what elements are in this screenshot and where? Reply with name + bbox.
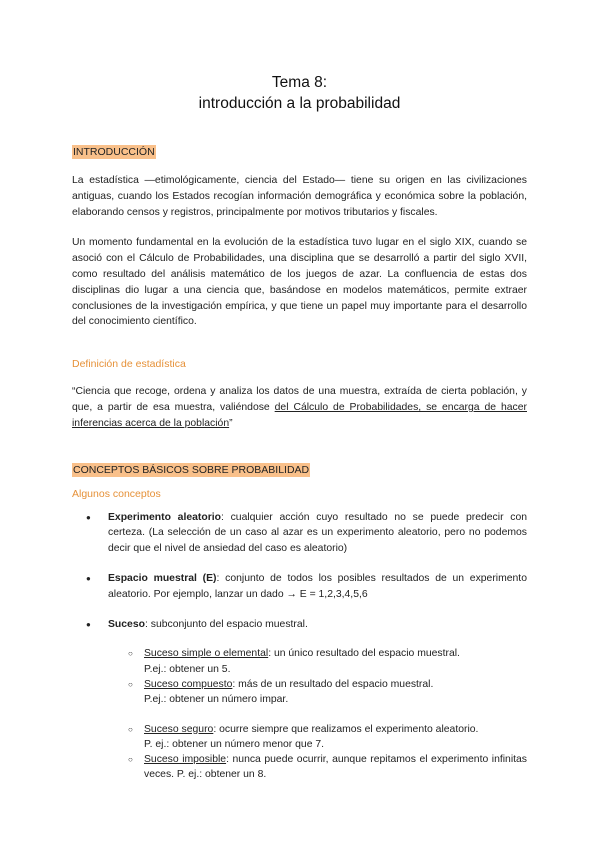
subheading-algunos-conceptos: Algunos conceptos [72,487,161,500]
term-suceso: Suceso [108,618,145,630]
quote-underlined: del Cálculo de Probabilidades, se encarga de hacer inferencias acerca de la población [72,401,527,429]
term-espacio: Espacio muestral (E) [108,572,217,584]
list-item-espacio [72,571,527,603]
term-imposible: Suceso imposible [144,754,227,766]
list-item-simple [72,646,527,677]
term-experimento: Experimento aleatorio [108,511,221,523]
quote-main: “Ciencia que recoge, ordena y analiza los datos de una muestra, extraída de cierta población, y que, a partir de esa muestra, valiéndose [72,386,527,413]
list-item-compuesto [72,677,527,708]
term-compuesto: Suceso compuesto [144,678,233,690]
example-simple: P.ej.: obtener un 5. [144,663,231,675]
intro-paragraph-2: Un momento fundamental en la evolución de la estadística tuvo lugar en el siglo XIX, cuando se asoció con el Cálculo de Probabilidades, una disciplina que se desarrolló a partir del siglo XVII, como resultado del análisis matemático de los juegos de azar. La confluencia de estas dos disciplinas dio lugar a una ciencia que, basándose en modelos matemáticos, permite extraer conclusiones de la investigación empírica, y que tiene un papel muy importante para el desarrollo del conocimiento científico. [72,237,527,328]
text-seguro: : ocurre siempre que realizamos el experimento aleatorio. [213,723,479,735]
term-seguro: Suceso seguro [144,723,214,735]
term-simple: Suceso simple o elemental [144,648,269,660]
page-title [72,72,527,114]
list-item-experimento [72,510,527,557]
list-item-suceso [72,617,527,633]
definition-quote [72,384,527,431]
document-page [72,72,527,783]
text-suceso: : subconjunto del espacio muestral. [144,618,308,630]
list-item-imposible [72,752,527,783]
text-experimento: : cualquier acción cuyo resultado no se puede predecir con certeza. (La selección de un caso al azar es un experimento aleatorio, pero no podemos decir que el nivel de ansiedad del caso es aleatorio) [108,511,528,555]
concept-list [72,510,527,633]
text-imposible: : nunca puede ocurrir, aunque repitamos el experimento infinitas veces. P. ej.: obtener un 8. [144,754,528,781]
suceso-types-list [72,646,527,782]
list-item-seguro [72,722,527,753]
text-simple: : un único resultado del espacio muestral. [268,648,460,660]
intro-paragraph-1: La estadística —etimológicamente, ciencia del Estado— tiene su origen en las civilizaciones antiguas, cuando los Estados recogían información demográfica y económica sobre la población, elaborando censos y registros, principalmente por motivos tributarios y fiscales. [72,175,527,218]
subheading-definicion: Definición de estadística [72,358,186,371]
text-espacio: : conjunto de todos los posibles resultados de un experimento aleatorio. Por ejemplo, lanzar un dado → E = 1,2,3,4,5,6 [108,572,527,600]
title-line-2: introducción a la probabilidad [198,95,401,112]
example-compuesto: P.ej.: obtener un número impar. [144,694,289,706]
section-heading-introduccion: INTRODUCCIÓN [73,146,155,158]
text-compuesto: : más de un resultado del espacio muestral. [232,678,434,690]
quote-end: ” [229,417,233,429]
section-heading-conceptos: CONCEPTOS BÁSICOS SOBRE PROBABILIDAD [73,463,310,476]
title-line-1: Tema 8: [271,74,328,91]
example-seguro: P. ej.: obtener un número menor que 7. [144,738,325,750]
